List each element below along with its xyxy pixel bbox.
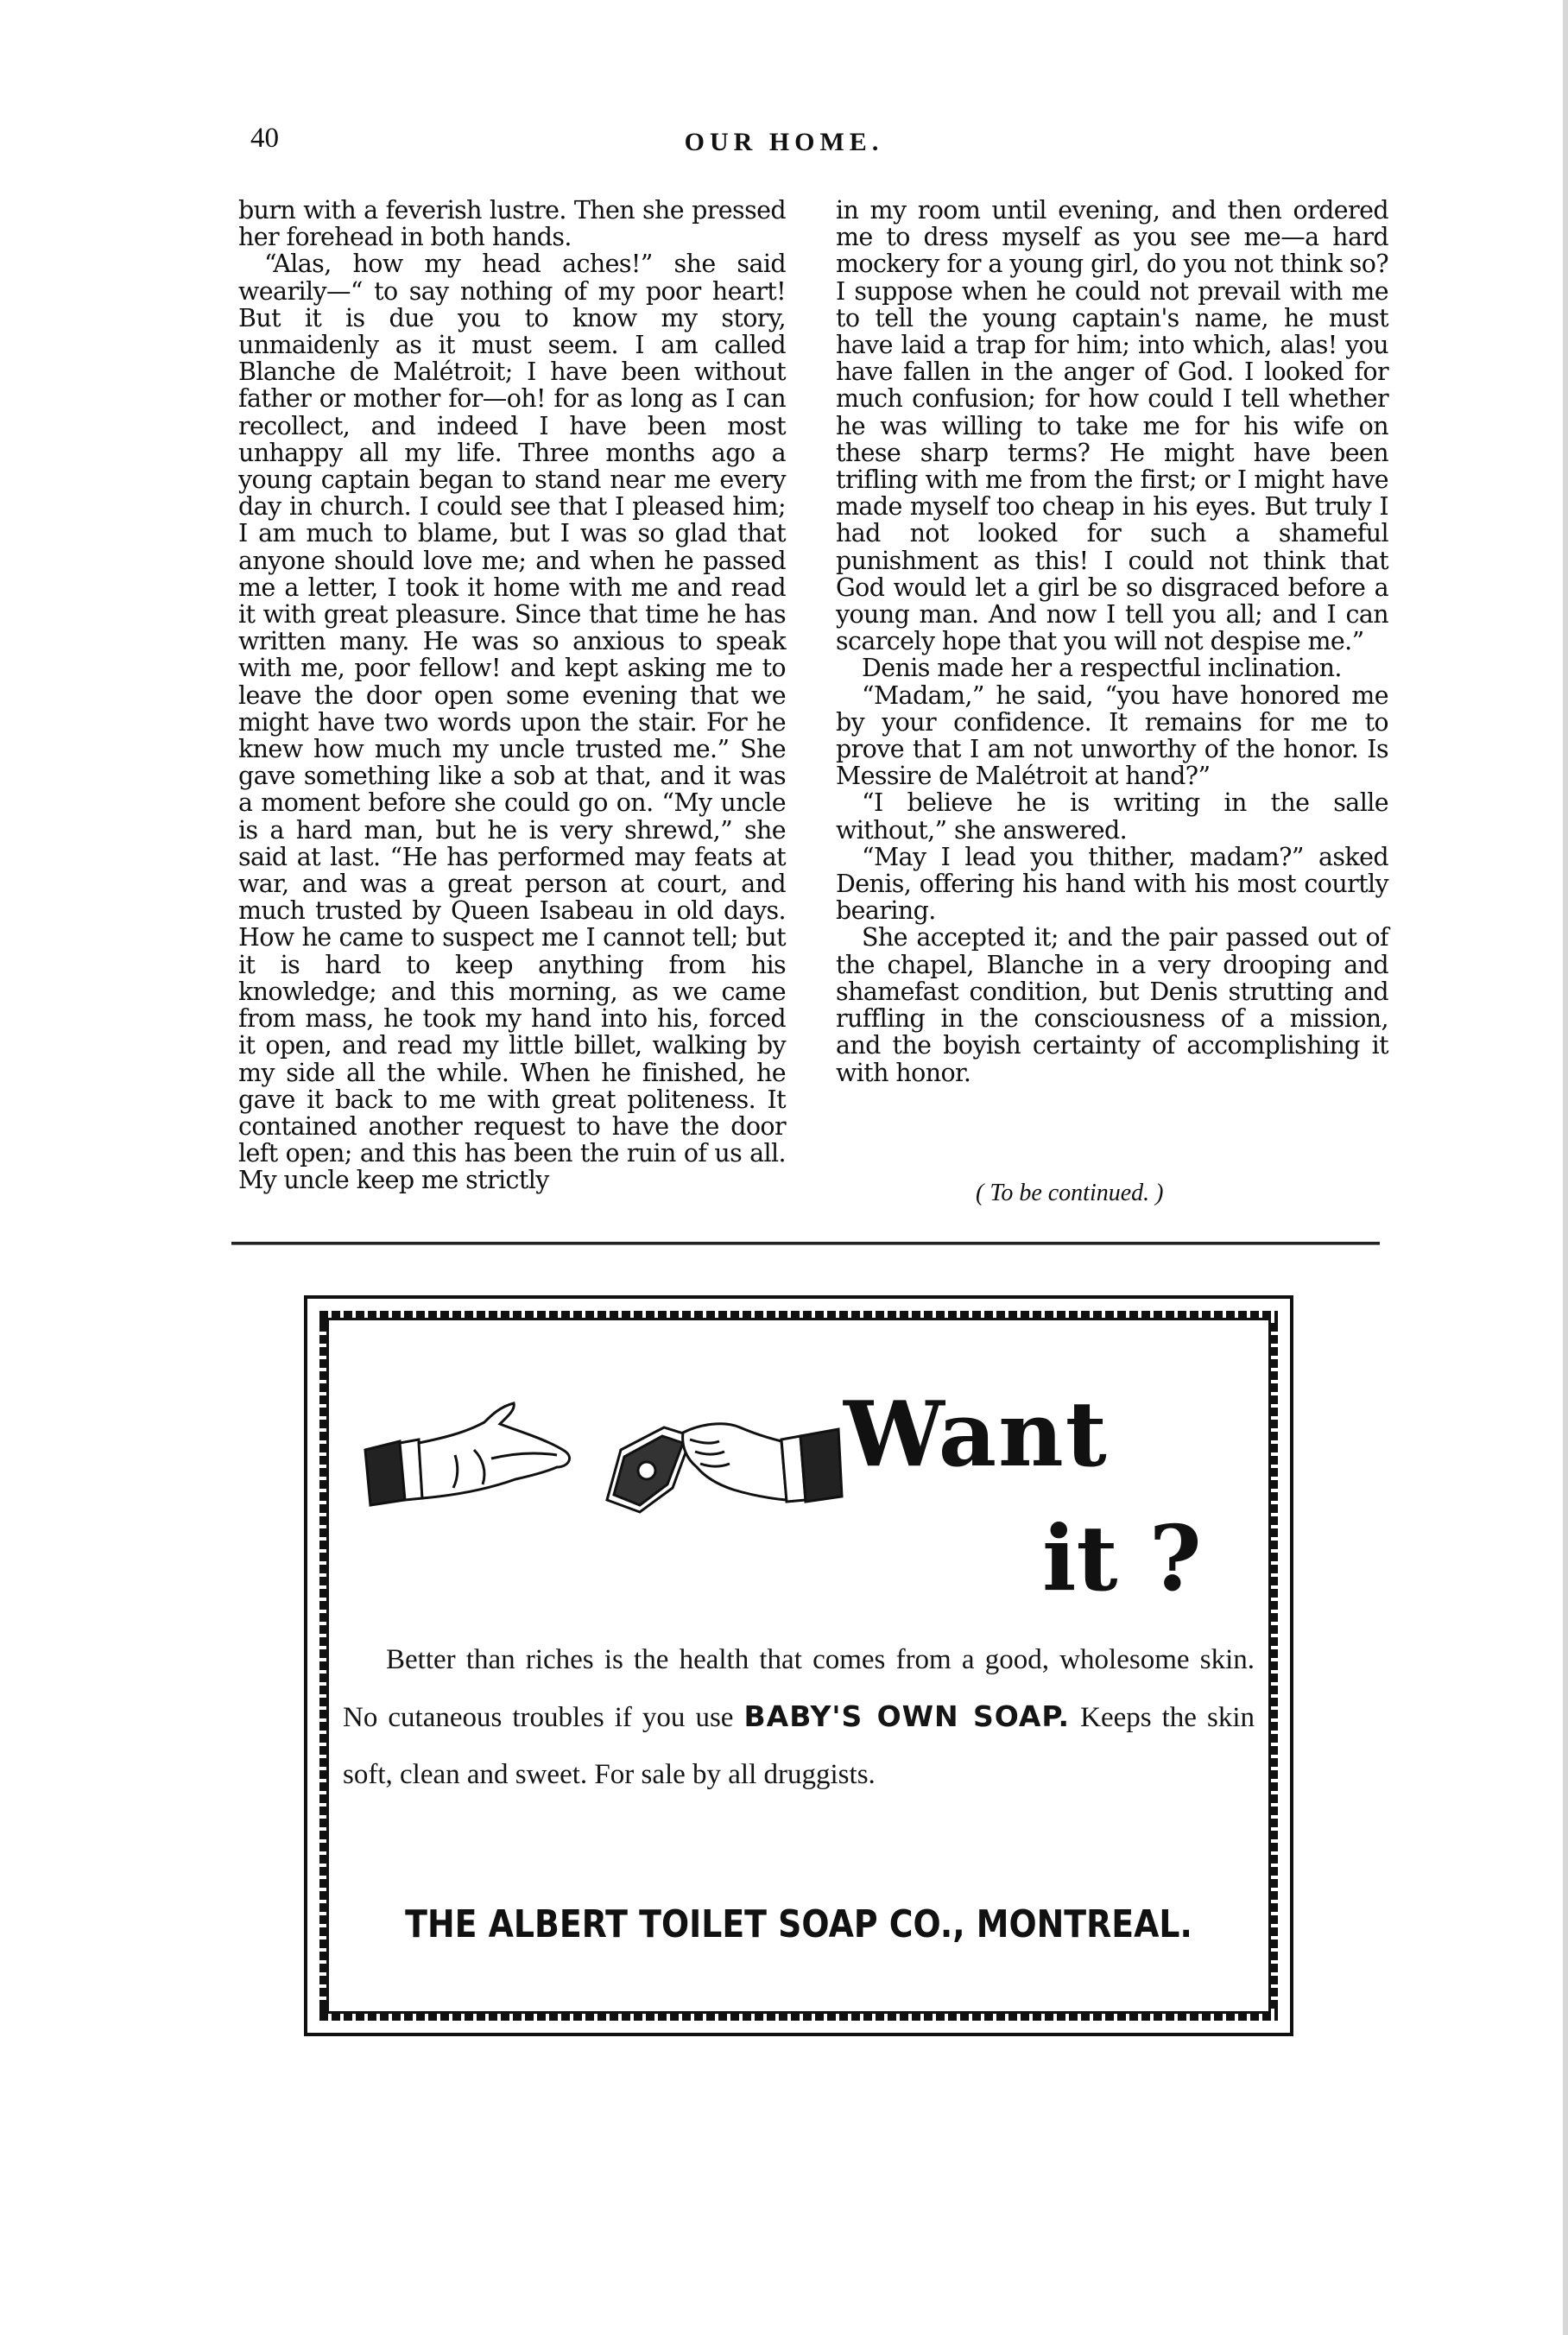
- headline-it: it ?: [1042, 1505, 1202, 1611]
- story-column-right: [836, 197, 1388, 1086]
- ad-copy-part-2: Keeps the skin soft, clean and sweet. For sale by all druggists.: [343, 1702, 1255, 1790]
- page-number: 40: [250, 123, 279, 154]
- brand-name: BABY'S OWN SOAP.: [743, 1699, 1071, 1733]
- story-paragraph: “Madam,” he said, “you have honored me by your confidence. It remains for me to prove that I am not unworthy of the honor. Is Messire de Malétroit at hand?”: [836, 680, 1388, 791]
- headline-want: Want: [844, 1381, 1109, 1487]
- hands-exchanging-banknote-icon: [362, 1398, 845, 1528]
- story-paragraph: in my room until evening, and then ordered me to dress myself as you see me—a hard mockery for a young girl, do you not think so? I suppose when he could not prevail with me to tell the young captain's name, he must have laid a trap for him; into which, alas! you have fallen in the anger of God. I looked for much confusion; for how could I tell whether he was willing to take me for his wife on these sharp terms? He might have been trifling with me from the first; or I might have made myself too cheap in his eyes. But truly I had not looked for such a shameful punishment as this! I could not think that God would let a girl be so disgraced before a young man. And now I tell you all; and I can scarcely hope that you will not despise me.”: [836, 196, 1388, 656]
- story-paragraph: “I believe he is writing in the salle without,” she answered.: [836, 788, 1388, 845]
- story-paragraph: burn with a feverish lustre. Then she pressed her forehead in both hands.: [238, 196, 786, 252]
- company-name: THE ALBERT TOILET SOAP CO., MONTREAL.: [405, 1902, 1192, 1946]
- story-paragraph: Denis made her a respectful inclination.: [862, 654, 1342, 683]
- ad-copy-part-1: Better than riches is the health that comes from a good, wholesome skin. No cutaneous troubles if you use: [343, 1644, 1255, 1733]
- story-paragraph: She accepted it; and the pair passed out of the chapel, Blanche in a very drooping and shamefast condition, but Denis strutting and ruffling in the consciousness of a mission, and the boyish certainty of accomplishing it with honor.: [836, 923, 1388, 1087]
- running-title: OUR HOME.: [684, 128, 884, 156]
- story-paragraph: “May I lead you thither, madam?” asked Denis, offering his hand with his most courtly bearing.: [836, 842, 1388, 926]
- to-be-continued-note: ( To be continued. ): [976, 1180, 1164, 1206]
- story-paragraph: “Alas, how my head aches!” she said wearily—“ to say nothing of my poor heart! But it is due you to know my story, unmaidenly as it must seem. I am called Blanche de Malétroit; I have been without father or mother for—oh! for as long as I can recollect, and indeed I have been most unhappy all my life. Three months ago a young captain began to stand near me every day in church. I could see that I pleased him; I am much to blame, but I was so glad that anyone should love me; and when he passed me a letter, I took it home with me and read it with great pleasure. Since that time he has written many. He was so anxious to speak with me, poor fellow! and kept asking me to leave the door open some evening that we might have two words upon the stair. For he knew how much my uncle trusted me.” She gave something like a sob at that, and it was a moment before she could go on. “My uncle is a hard man, but he is very shrewd,” she said at last. “He has performed may feats at war, and was a great person at court, and much trusted by Queen Isabeau in old days. How he came to suspect me I cannot tell; but it is hard to keep anything from his knowledge; and this morning, as we came from mass, he took my hand into his, forced it open, and read my little billet, walking by my side all the while. When he finished, he gave it back to me with great politeness. It contained another request to have the door left open; and this has been the ruin of us all. My uncle keep me strictly: [238, 250, 786, 1195]
- section-divider: [231, 1242, 1380, 1245]
- advertisement-panel: [326, 1318, 1271, 2014]
- story-column-left: [238, 197, 786, 1194]
- advertisement-copy: [343, 1631, 1255, 1803]
- soap-advertisement: [304, 1295, 1293, 2036]
